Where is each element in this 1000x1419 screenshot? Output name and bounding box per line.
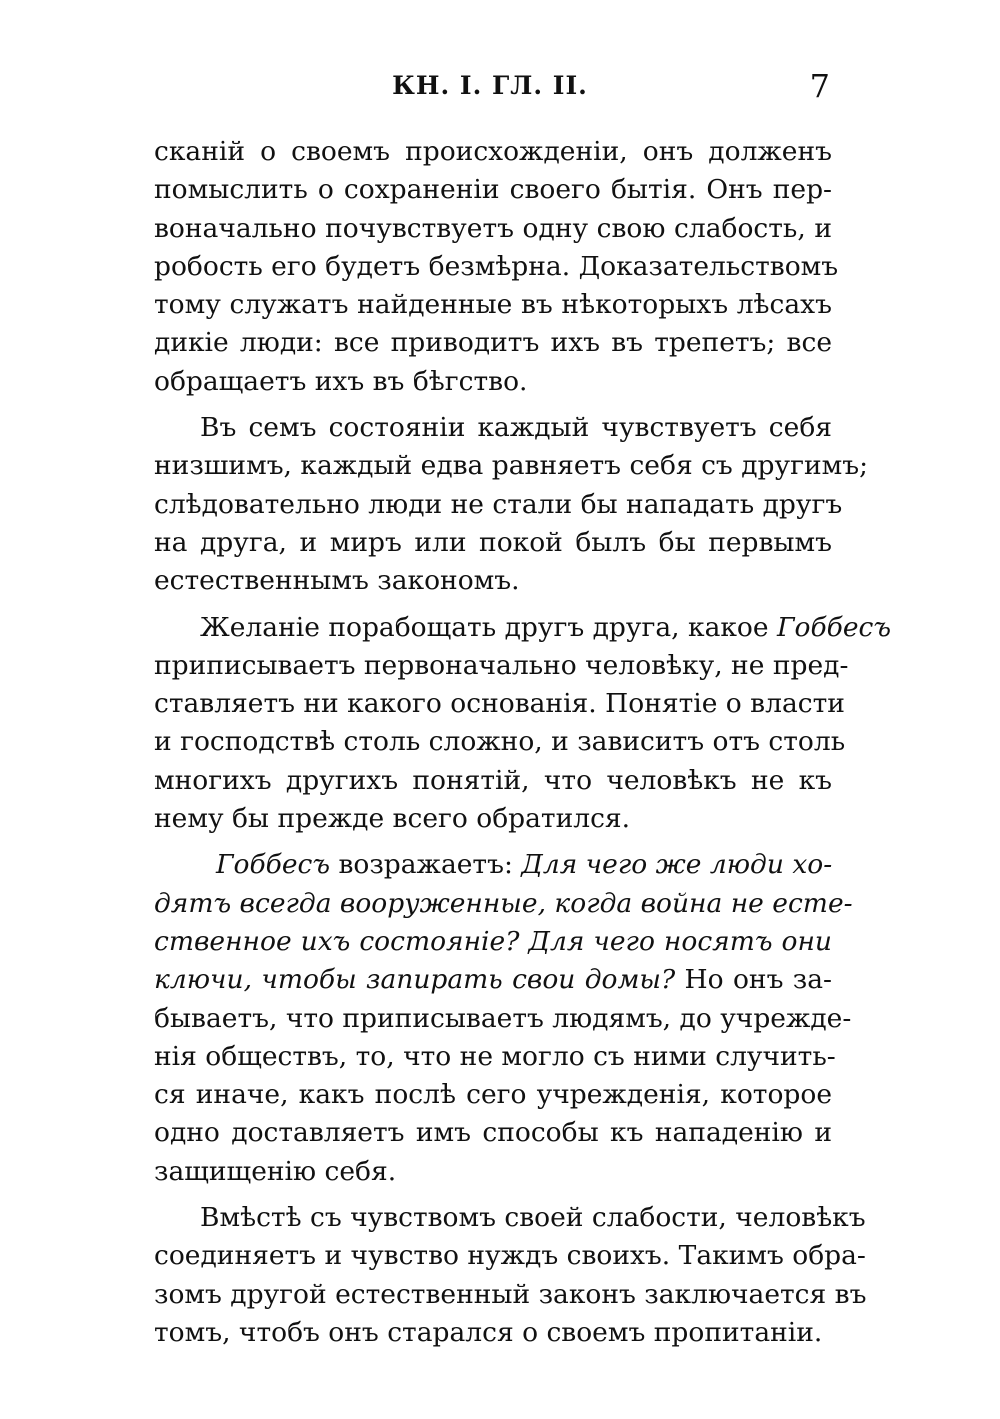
text-run: зомъ другой естественный законъ заключается въ — [154, 1278, 867, 1310]
text-run: возражаетъ: — [330, 849, 522, 881]
text-run: приписываетъ первоначально человѣку, не пред- — [154, 649, 849, 681]
text-run: томъ, чтобъ онъ старался о своемъ пропитаніи. — [154, 1316, 823, 1348]
italic-text: Для чего же люди хо- — [521, 849, 833, 881]
text-line — [154, 1314, 832, 1352]
text-line — [154, 1237, 866, 1275]
text-run: ся иначе, какъ послѣ сего учрежденія, которое — [154, 1079, 832, 1111]
italic-text: ключи, чтобы запирать свои домы? — [154, 964, 676, 996]
text-run: защищенію себя. — [154, 1155, 397, 1187]
paragraph — [154, 409, 869, 600]
paragraph-gap — [154, 1191, 832, 1199]
text-line — [154, 286, 832, 324]
text-line — [154, 210, 832, 248]
text-line — [154, 248, 839, 286]
text-run: на друга, и миръ или покой былъ бы первымъ — [154, 526, 832, 558]
paragraph-gap — [154, 838, 832, 846]
italic-text: дятъ всегда вооруженные, когда война не есте- — [154, 887, 853, 919]
text-run: воначально почувствуетъ одну свою слабость, и — [154, 212, 832, 244]
text-run: низшимъ, каждый едва равняетъ себя съ другимъ; — [154, 450, 869, 482]
text-run: Желаніе порабощать другъ друга, какое — [200, 611, 777, 643]
text-run: робость его будетъ безмѣрна. Доказательствомъ — [154, 250, 839, 282]
paragraph — [154, 1199, 867, 1352]
text-line — [154, 1153, 832, 1191]
text-line — [154, 524, 832, 562]
text-run: помыслить о сохраненіи своего бытія. Онъ пер- — [154, 174, 832, 206]
text-line — [154, 409, 832, 447]
text-line — [154, 171, 832, 209]
text-line — [154, 133, 832, 171]
text-run: многихъ другихъ понятій, что человѣкъ не къ — [154, 764, 832, 796]
text-run: ставляетъ ни какого основанія. Понятіе о власти — [154, 688, 845, 720]
text-line — [154, 447, 869, 485]
text-line — [154, 1000, 852, 1038]
italic-text: Гоббесъ — [777, 611, 892, 643]
text-run: обращаетъ ихъ въ бѣгство. — [154, 365, 528, 397]
paragraph — [154, 846, 853, 1191]
running-title: КН. I. ГЛ. II. — [392, 71, 588, 100]
body-text — [154, 133, 892, 1352]
running-head — [150, 66, 830, 106]
text-run: дикіе люди: все приводитъ ихъ въ трепетъ; все — [154, 327, 832, 359]
paragraph-gap — [154, 601, 832, 609]
text-run: естественнымъ закономъ. — [154, 565, 520, 597]
text-line — [154, 486, 843, 524]
text-line — [154, 846, 832, 884]
text-run: нему бы прежде всего обратился. — [154, 803, 631, 835]
text-line — [154, 363, 832, 401]
text-line — [154, 885, 853, 923]
text-run: бываетъ, что приписываетъ людямъ, до учрежде- — [154, 1002, 852, 1034]
page-number: 7 — [809, 67, 830, 105]
text-line — [154, 1199, 866, 1237]
text-run: Вмѣстѣ съ чувствомъ своей слабости, человѣкъ — [200, 1202, 866, 1234]
text-run: и господствѣ столь сложно, и зависитъ отъ столь — [154, 726, 846, 758]
text-line — [154, 1276, 867, 1314]
text-run: тому служатъ найденные въ нѣкоторыхъ лѣсахъ — [154, 289, 832, 321]
text-line — [154, 1114, 832, 1152]
text-line — [154, 562, 832, 600]
text-run: Но онъ за- — [675, 964, 832, 996]
text-run: одно доставляетъ имъ способы къ нападенію и — [154, 1117, 832, 1149]
paragraph-gap — [154, 401, 832, 409]
italic-text: Гоббесъ — [216, 849, 331, 881]
text-run: сканій о своемъ происхожденіи, онъ долженъ — [154, 136, 832, 167]
text-run: слѣдовательно люди не стали бы нападать другъ — [154, 488, 843, 520]
text-line — [154, 609, 892, 647]
text-line — [154, 762, 832, 800]
text-line — [154, 1038, 836, 1076]
text-line — [154, 324, 832, 362]
text-line — [154, 647, 849, 685]
text-line — [154, 723, 846, 761]
text-run: соединяетъ и чувство нуждъ своихъ. Такимъ обра- — [154, 1240, 866, 1272]
paragraph — [154, 609, 892, 839]
italic-text: ственное ихъ состояніе? Для чего носятъ они — [154, 925, 832, 957]
text-run: Въ семъ состояніи каждый чувствуетъ себя — [200, 412, 832, 444]
paragraph — [154, 133, 839, 401]
text-line — [154, 685, 845, 723]
text-line — [154, 1076, 832, 1114]
text-line — [154, 961, 832, 999]
text-line — [154, 800, 832, 838]
text-run: нія обществъ, то, что не могло съ ними случить- — [154, 1040, 836, 1072]
text-line — [154, 923, 832, 961]
